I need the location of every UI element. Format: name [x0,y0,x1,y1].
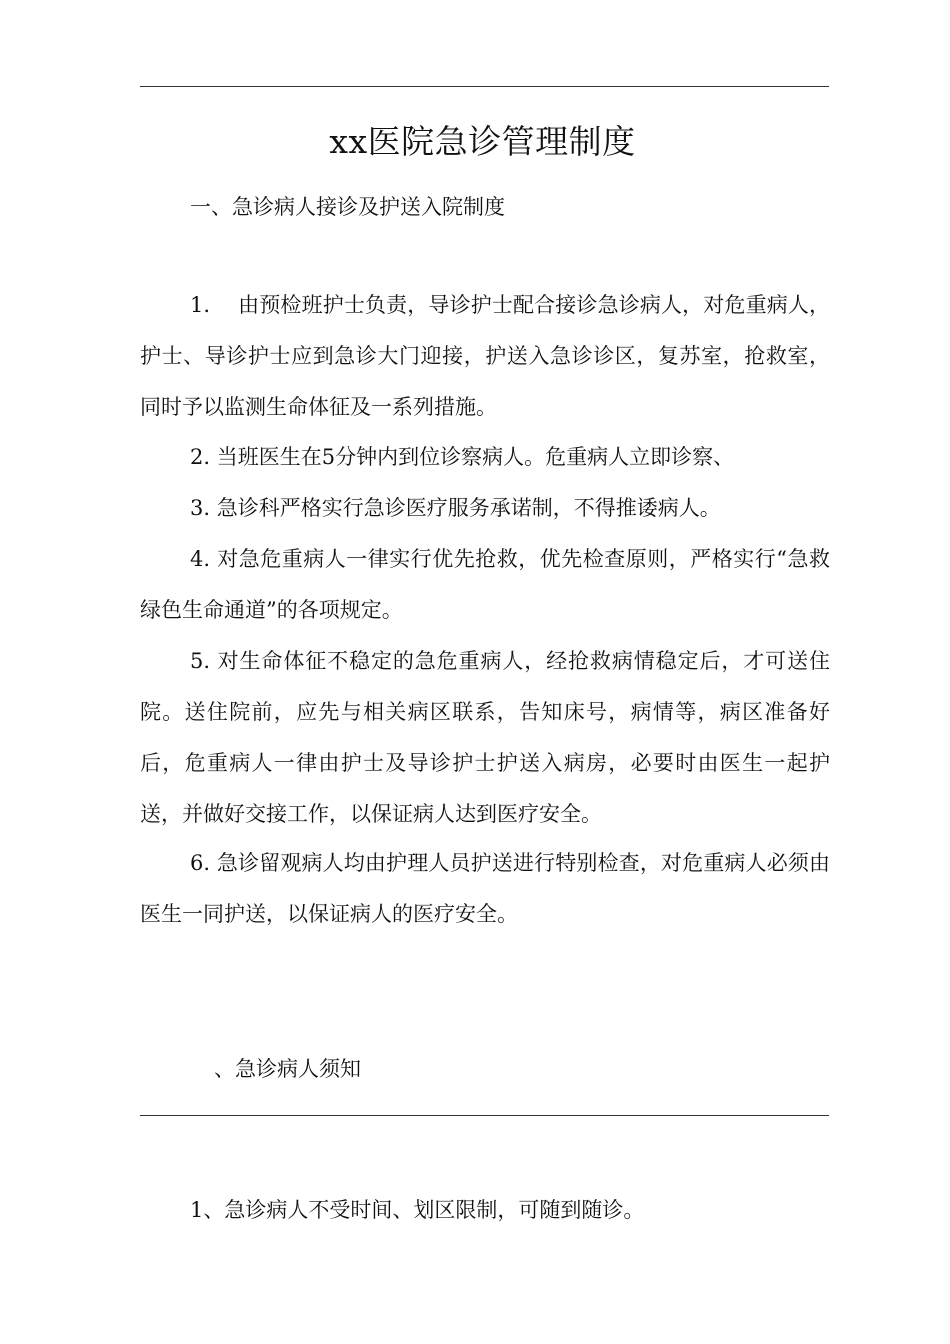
list-item [140,1185,830,1236]
document-title: xx医院急诊管理制度 [329,122,636,161]
item-number: 5. [190,649,211,673]
item-number: 3. [190,496,211,520]
section-heading: 、急诊病人须知 [214,1057,361,1081]
page-break-rule [140,1115,829,1116]
list-item [140,838,830,940]
list-item [140,280,830,433]
list-item [140,636,830,840]
header-rule [140,86,829,87]
item-text: 急诊科严格实行急诊医疗服务承诺制，不得推诿病人。 [216,496,721,520]
item-number: 1. [190,293,211,317]
list-item [140,432,830,483]
item-text: 由预检班护士负责，导诊护士配合接诊急诊病人，对危重病人，护士、导诊护士应到急诊大门迎接，护送入急诊诊区，复苏室，抢救室，同时予以监测生命体征及一系列措施。 [140,293,830,419]
list-item [140,534,830,636]
item-text: 当班医生在5分钟内到位诊察病人。危重病人立即诊察、 [216,445,735,469]
item-number: 4. [190,547,211,571]
item-text: 对生命体征不稳定的急危重病人，经抢救病情稳定后，才可送住院。送住院前，应先与相关病区联系，告知床号，病情等，病区准备好后，危重病人一律由护士及导诊护士护送入病房，必要时由医生一起护送，并做好交接工作，以保证病人达到医疗安全。 [140,649,830,826]
item-number: 2. [190,445,211,469]
item-text: 对急危重病人一律实行优先抢救，优先检查原则，严格实行“急救绿色生命通道”的各项规定。 [140,547,830,622]
section-heading: 一、急诊病人接诊及护送入院制度 [190,195,505,219]
item-number: 6. [190,851,211,875]
item-text: 1、急诊病人不受时间、划区限制，可随到随诊。 [190,1198,645,1222]
item-text: 急诊留观病人均由护理人员护送进行特别检查，对危重病人必须由医生一同护送，以保证病人的医疗安全。 [140,851,830,926]
list-item [140,483,830,534]
